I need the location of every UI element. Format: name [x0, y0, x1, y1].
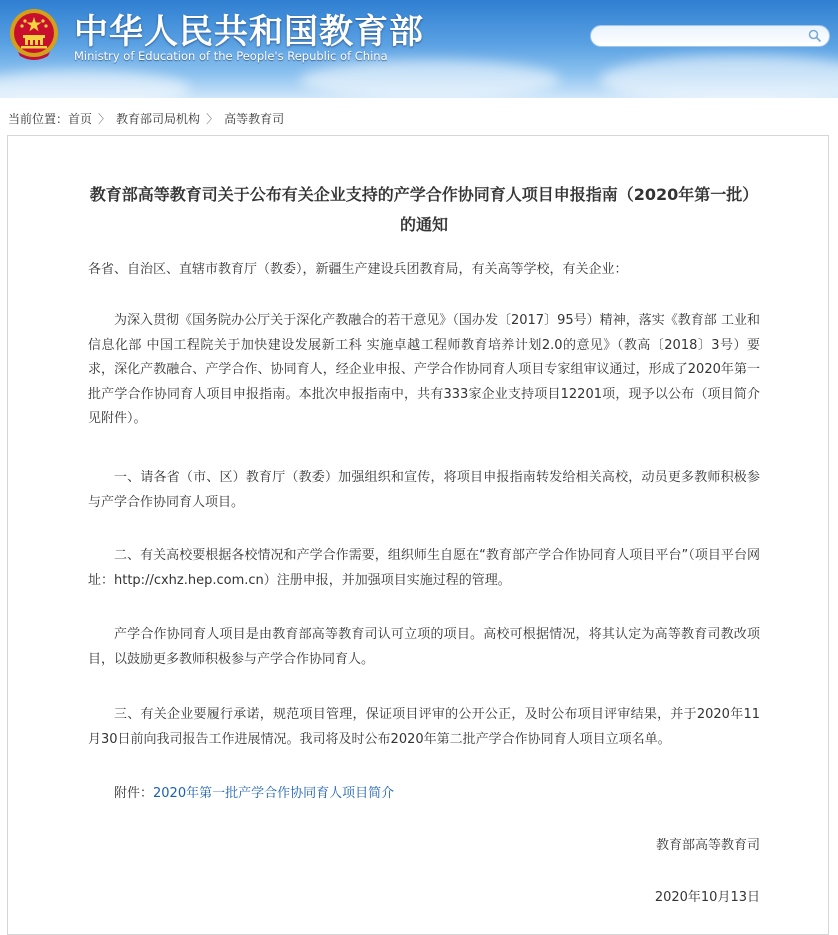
site-subtitle: Ministry of Education of the People's Republic of China [74, 49, 388, 63]
attachment-label: 附件： [114, 786, 154, 801]
attachment-line [88, 782, 760, 807]
article-title: 教育部高等教育司关于公布有关企业支持的产学合作协同育人项目申报指南（2020年第一批）的通知 [89, 185, 759, 234]
cloud-decoration [300, 60, 560, 98]
breadcrumb-separator: 〉 [206, 112, 219, 126]
article-paragraph: 为深入贯彻《国务院办公厅关于深化产教融合的若干意见》（国办发〔2017〕95号）精神，落实《教育部 工业和信息化部 中国工程院关于加快建设发展新工科 实施卓越工程师教育培养计划2.0的意见》（教高〔2018〕3号）要求，深化产教融合、产学合作、协同育人，经企业申报、产学合作协同育人项目专家组审议通过，形成了2020年第一批产学合作协同育人项目申报指南。本批次申报指南中，共有333家企业支持项目12201项，现予以公布（项目简介见附件）。 [88, 313, 760, 426]
article-paragraph: 三、有关企业要履行承诺，规范项目管理，保证项目评审的公开公正，及时公布项目评审结果，并于2020年11月30日前向我司报告工作进展情况。我司将及时公布2020年第二批产学合作协同育人项目立项名单。 [88, 707, 760, 747]
article-salutation: 各省、自治区、直辖市教育厅（教委），新疆生产建设兵团教育局，有关高等学校，有关企业： [88, 262, 628, 277]
article-date: 2020年10月13日 [654, 890, 760, 905]
site-header [0, 0, 838, 98]
national-emblem-icon[interactable] [8, 6, 60, 64]
article-signature: 教育部高等教育司 [655, 838, 760, 853]
article-paragraph: 产学合作协同育人项目是由教育部高等教育司认可立项的项目。高校可根据情况，将其认定为高等教育司教改项目，以鼓励更多教师积极参与产学合作协同育人。 [88, 627, 760, 667]
breadcrumb-separator: 〉 [98, 112, 111, 126]
article-paragraph: 一、请各省（市、区）教育厅（教委）加强组织和宣传，将项目申报指南转发给相关高校，动员更多教师积极参与产学合作协同育人项目。 [88, 470, 760, 510]
breadcrumb [8, 110, 284, 127]
article-paragraph: 二、有关高校要根据各校情况和产学合作需要，组织师生自愿在“教育部产学合作协同育人项目平台”（项目平台网址：http://cxhz.hep.com.cn）注册申报，并加强项目实施过程的管理。 [88, 548, 760, 588]
cloud-decoration [600, 55, 838, 98]
site-title[interactable]: 中华人民共和国教育部 [74, 12, 424, 52]
breadcrumb-label: 当前位置： [8, 112, 69, 126]
search-icon[interactable] [808, 29, 822, 43]
breadcrumb-higher-education[interactable]: 高等教育司 [224, 112, 285, 126]
breadcrumb-home[interactable]: 首页 [68, 112, 93, 126]
search-input[interactable] [590, 25, 830, 47]
breadcrumb-departments[interactable]: 教育部司局机构 [116, 112, 201, 126]
attachment-link[interactable]: 2020年第一批产学合作协同育人项目简介 [153, 786, 395, 801]
cloud-decoration [0, 70, 190, 98]
article-container [7, 135, 829, 935]
